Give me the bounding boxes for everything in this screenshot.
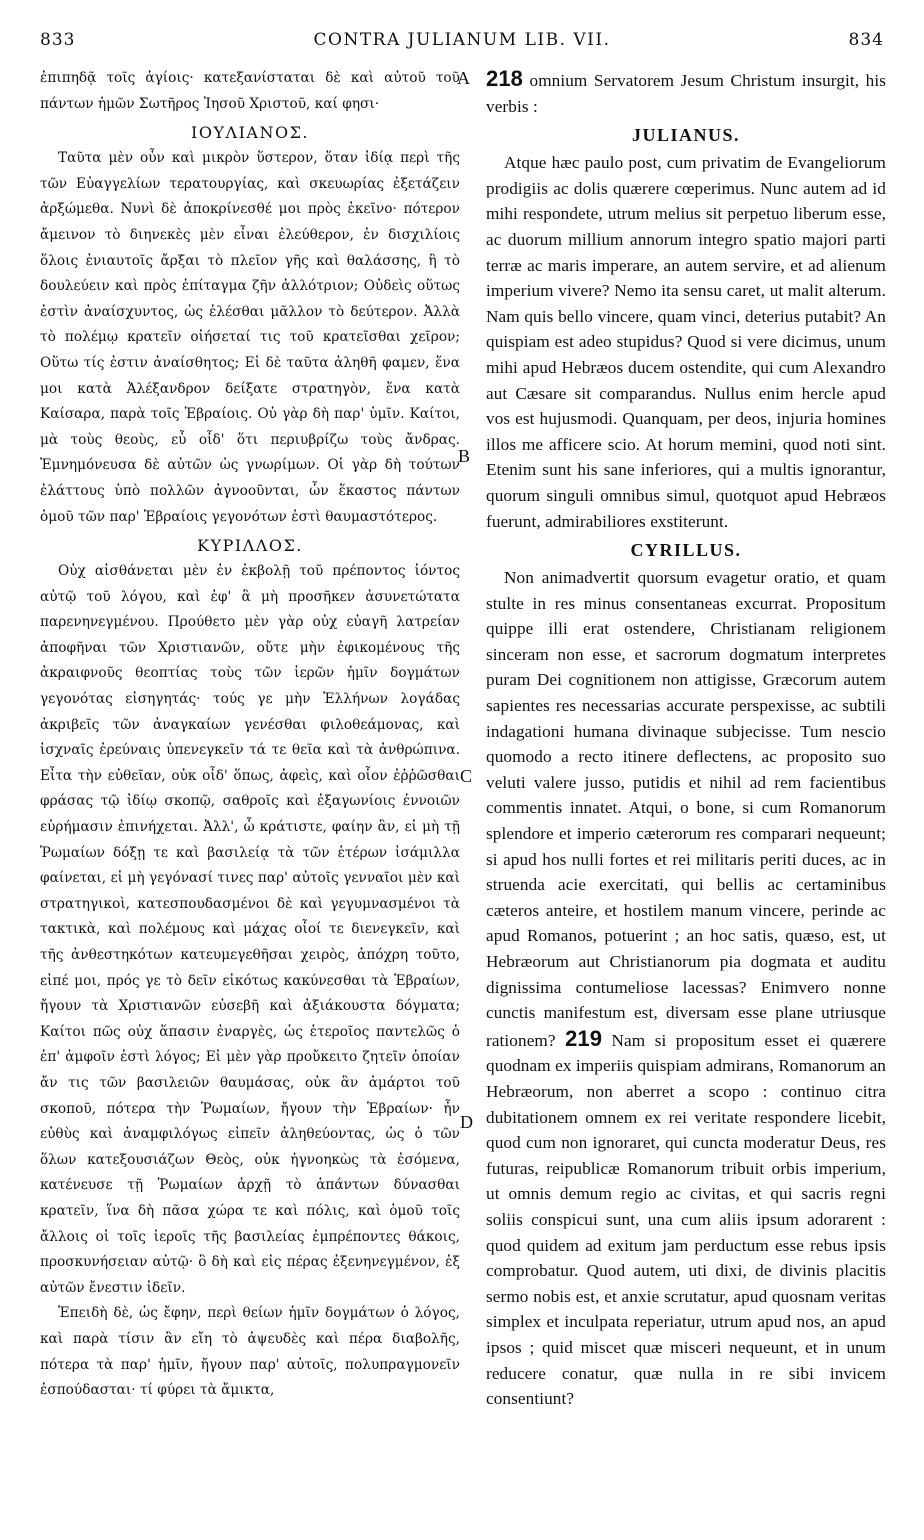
page-ref-219: 219 bbox=[565, 1025, 603, 1051]
latin-column bbox=[486, 66, 886, 1412]
margin-marker-c: C bbox=[460, 766, 473, 786]
greek-cyril-text-2: Ἐπειδὴ δὲ, ὡς ἔφην, περὶ θείων ἡμῖν δογμάτων ὁ λόγος, καὶ παρὰ τίσιν ἂν εἴη τὸ ἀψευδὲς καὶ πέρα διαβολῆς, πότερα τὰ παρ' ἡμῖν, ἤγουν παρ' αὐτοῖς, πολυπραγμονεῖν ἐσπούδασται· τί φύρει τὰ ἄμικτα, bbox=[40, 1305, 460, 1399]
latin-heading-cyril: CYRILLUS. bbox=[630, 540, 742, 561]
greek-intro-text: ἐπιπηδᾷ τοῖς ἁγίοις· κατεξανίσταται δὲ καὶ αὐτοῦ τοῦ πάντων ἡμῶν Σωτῆρος Ἰησοῦ Χριστοῦ, καί φησι· bbox=[40, 70, 460, 112]
greek-heading-julian: ΙΟΥΛΙΑΝΟΣ. bbox=[191, 123, 309, 143]
greek-julian-passage bbox=[40, 146, 460, 530]
latin-cyril-text-b: Nam si propositum esset ei quærere quodnam ex imperiis quispiam admirans, Romanorum an Hebræorum, non aberret a scopo : continuo citra dubitationem omnem ex rei veritate respondere licebit, quod cum non ignoraret, qui cuncta moderatur Deus, res futuras, reipublicæ Romanorum tribuit orbis imperium, ut omnis demum regio ac civitas, et qui sacris regni soliis conspicui sunt, una cum aliis ipsum adorarent : quod quidem ad exitum jam perductum esse rebus ipsis comprobatur. Quod autem, uti dixi, de divinis placitis sermo nobis est, et anxie scrutatur, apud quosnam veritas simplex et inculpata reperiatur, utrum apud nos, an apud ipsos ; quid miscet quæ misceri nequeunt, et in unum reducere conatur, quæ nulla in re sibi invicem consentiunt? bbox=[486, 1030, 886, 1409]
page-ref-218: 218 bbox=[486, 66, 524, 91]
greek-cyril-passage bbox=[40, 559, 460, 1404]
latin-heading-julian: JULIANUS. bbox=[631, 125, 741, 146]
running-header bbox=[0, 30, 924, 54]
margin-marker-b: B bbox=[458, 446, 471, 466]
latin-julian-text: Atque hæc paulo post, cum privatim de Evangeliorum prodigiis ac dolis quærere cœperimus. Nunc autem ad id mihi respondete, utrum melius sit perpetuo liberum esse, ac duorum millium annorum integro spatio majori parti terræ ac maris imperare, an autem servire, et ad alienum imperium vivere? Nemo ita sensu caret, ut malit alterum. Nam quis bello vincere, quam vinci, deterius putabit? An quispiam est adeo stupidus? Quod si vere dicimus, unum mihi apud Hebræos ducem ostendite, qui cum Alexandro aut Cæsare sit comparandus. Nullus enim hercle apud vos est hujusmodi. Quanquam, per deos, injuria homines illos me afficere scio. At horum memini, quod noti sint. Etenim sunt his sane inferiores, qui a multis ignorantur, quorum singuli omnibus simul, quotquot apud Hebræos fuerunt, admirabiliores exstiterunt. bbox=[486, 153, 886, 531]
greek-column bbox=[40, 66, 460, 1404]
greek-intro bbox=[40, 66, 460, 117]
latin-intro bbox=[486, 66, 886, 119]
greek-cyril-text: Οὐχ αἰσθάνεται μὲν ἐν ἐκβολῇ τοῦ πρέποντος ἰόντος αὐτῷ τοῦ λόγου, καὶ ἐφ' ἃ μὴ προσῆκεν ἀσυνετώτατα παρενηνεγμένου. Προύθετο μὲν γὰρ οὐχ εὐαγῆ λατρείαν ἀποφῆναι τῶν Χριστιανῶν, οὔτε μὴν ἐφικομένους τῆς ἀκραιφνοῦς θεοπτίας τοὺς τῶν ἱερῶν ἡμῖν δογμάτων γεγονότας εἰσηγητάς· τούς γε μὴν Ἑλλήνων λογάδας ἀκριβεῖς τῶν ἀναγκαίων γενέσθαι φιλοθεάμονας, καὶ ἰσχναῖς ἐρεύναις ὑπενεγκεῖν τά τε θεῖα καὶ τὰ ἀνθρώπινα. Εἶτα τὴν εὐθεῖαν, οὐκ οἶδ' ὅπως, ἀφεὶς, καὶ οἷον ἐῤῥῶσθαι φράσας τῷ ἰδίῳ σκοπῷ, σαθροῖς καὶ ἐξαγωνίοις ἐννοιῶν εὑρήμασιν ἐπινήχεται. Ἀλλ', ὦ κράτιστε, φαίην ἂν, εἰ μὴ τῇ Ῥωμαίων δόξῃ τε καὶ βασιλείᾳ τὰ τῶν ἑτέρων ἰσάμιλλα φαίνεται, εἰ μὴ γεγόνασί τινες παρ' αὐτοῖς γενναῖοι μὲν καὶ στρατηγικοὶ, κατεσπουδασμένοι δὲ καὶ γεγυμνασμένοι τὰ τακτικὰ, καὶ πολέμους καὶ μάχας οἷοί τε διενεγκεῖν, καὶ τῆς ἀνθεστηκότων κατευμεγεθῆσαι χειρὸς, ἀπόχρη τοῦτο, εἰπέ μοι, πρός γε τὸ δεῖν εἰκότως κακύνεσθαι τὰ Ἑβραίων, ἤγουν τὰ Χριστιανῶν εὐσεβῆ καὶ ἀξιάκουστα δόγματα; Καίτοι πῶς οὐχ ἅπασιν ἐναργὲς, ὡς ἑτεροῖος παντελῶς ὁ ἐπ' ἀμφοῖν ἐστὶ λόγος; Εἰ μὲν γὰρ προὔκειτο ζητεῖν ὁποίαν ἄν τις τῶν βασιλειῶν θαυμάσας, οὐκ ἂν ἁμάρτοι τοῦ σκοποῦ, πότερα τὴν Ῥωμαίων, ἤγουν τὴν Ἑβραίων· ἦν εὐθὺς καὶ ἀναμφιλόγως εἰπεῖν ἀληθεύοντας, ὡς ὁ τῶν ὅλων κατεξουσιάζων Θεὸς, οὐκ ἠγνοηκὼς τὰ ἐσόμενα, κατένευσε τῇ Ῥωμαίων ἀρχῇ τὸ ἁπάντων δύνασθαι κρατεῖν, ἵνα δὴ πᾶσα χώρα τε καὶ πόλις, καὶ ὁμοῦ τοῖς ἄλλοις οἱ τοῖς ἱεροῖς τῆς βασιλείας ἐμπρέποντες θάκοις, προσκυνήσειαν αὐτῷ· ὃ δὴ καὶ εἰς πέρας ἐξενηνεγμένον, ἐξ αὐτῶν ἔνεστιν ἰδεῖν. bbox=[40, 563, 460, 1296]
latin-cyril-passage bbox=[486, 565, 886, 1412]
left-page-number: 833 bbox=[40, 30, 76, 50]
running-title: CONTRA JULIANUM LIB. VII. bbox=[313, 30, 611, 50]
latin-intro-text: omnium Servatorem Jesum Christum insurgit, his verbis : bbox=[486, 71, 886, 116]
latin-intro-paragraph bbox=[486, 66, 886, 119]
margin-marker-d: D bbox=[460, 1112, 473, 1132]
latin-julian-passage bbox=[486, 150, 886, 534]
greek-heading-cyril: ΚΥΡΙΛΛΟΣ. bbox=[197, 536, 303, 556]
greek-julian-text: Ταῦτα μὲν οὖν καὶ μικρὸν ὕστερον, ὅταν ἰδίᾳ περὶ τῆς τῶν Εὐαγγελίων τερατουργίας, καὶ σκευωρίας ἐξετάζειν ἀρξώμεθα. Νυνὶ δὲ ἀποκρίνεσθέ μοι πρὸς ἐκεῖνο· πότερον ἄμεινον τὸ διηνεκὲς μὲν εἶναι ἐλεύθερον, ἐν δισχιλίοις ὅλοις ἐνιαυτοῖς ἄρξαι τὸ πλεῖον γῆς καὶ θαλάσσης, ἢ τὸ δουλεύειν καὶ πρὸς ἐπίταγμα ζῆν ἀλλότριον; Οὐδεὶς οὕτως ἐστὶν ἀναίσχυντος, ὡς ἑλέσθαι μᾶλλον τὸ δεύτερον. Ἀλλὰ τὸ πολέμῳ κρατεῖν οἰήσεταί τις τοῦ κρατεῖσθαι χεῖρον; Οὕτω τίς ἐστιν ἀναίσθητος; Εἰ δὲ ταῦτα ἀληθῆ φαμεν, ἕνα μοι κατὰ Ἀλέξανδρον δείξατε στρατηγὸν, ἕνα κατὰ Καίσαρα, παρὰ τοῖς Ἑβραίοις. Οὐ γὰρ δὴ παρ' ὑμῖν. Καίτοι, μὰ τοὺς θεοὺς, εὖ οἶδ' ὅτι περιυβρίζω τοὺς ἄνδρας. Ἐμνημόνευσα δὲ αὐτῶν ὡς γνωρίμων. Οἱ γὰρ δὴ τούτων ἐλάττους ὑπὸ πολλῶν ἀγνοοῦνται, ὧν ἕκαστος πάντων ὁμοῦ τῶν παρ' Ἑβραίοις γεγονότων ἐστὶ θαυμαστότερος. bbox=[40, 150, 460, 525]
right-page-number: 834 bbox=[848, 30, 884, 50]
latin-cyril-paragraph bbox=[486, 565, 886, 1412]
latin-cyril-text-a: Non animadvertit quorsum evagetur oratio, et quam stulte in res minus consentaneas excurrat. Propositum quippe illi erat ostendere, Christianam religionem sinceram non esse, et sacrorum dogmatum interpretes puram Dei cognitionem non attigisse, Græcorum autem sapientes res necessarias accurate perspexisse, ac subtili indagationi humana divinaque subjecisse. Tum nescio quomodo a recto itinere deflectens, ac proposito suo veluti valere jusso, putidis et nihil ad rem facientibus commentis innatet. Atqui, o bone, si cum Romanorum splendore et imperio cæterorum res comparari nequeunt; si apud hos nulli fortes et rei militaris periti duces, ac in struenda acie exercitati, qui bellis ac certaminibus cæteros anteire, et hostilem manum vincere, perinde ac apud Romanos, potuerint ; an hoc satis, quæso, est, ut Hebræorum aut Christianorum pia dogmata et auditu dignissima contumeliose lacessas? Enimvero nonne cunctis manifestum est, diversam esse plane utriusque rationem? bbox=[486, 568, 886, 1050]
margin-marker-a: A bbox=[457, 68, 470, 88]
